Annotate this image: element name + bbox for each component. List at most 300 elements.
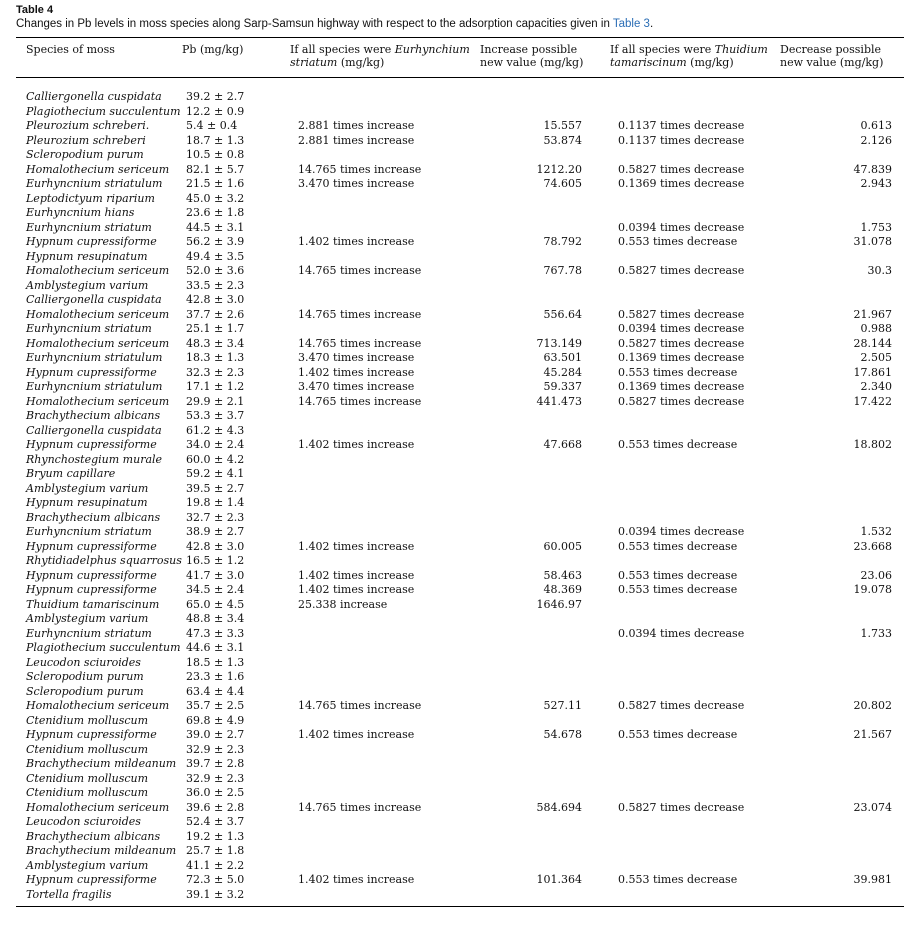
table-row: [16, 830, 904, 845]
table-row: [16, 612, 904, 627]
table-row: [16, 409, 904, 424]
cell-increase-value: [470, 612, 600, 627]
cell-if-eurhynchium: [280, 482, 470, 497]
cell-increase-value: [470, 554, 600, 569]
cell-species: Homalothecium sericeum: [26, 699, 170, 712]
table-row: [16, 554, 904, 569]
cell-if-thuidium: [600, 511, 770, 526]
cell-pb: 19.8 ± 1.4: [186, 496, 245, 509]
cell-pb: 39.2 ± 2.7: [186, 90, 245, 103]
cell-species: Eurhyncnium striatulum: [26, 351, 163, 364]
cell-pb: 23.3 ± 1.6: [186, 670, 245, 683]
cell-if-eurhynchium: [280, 627, 470, 642]
cell-species: Eurhyncnium striatum: [26, 626, 152, 640]
cell-if-thuidium: [600, 148, 770, 163]
cell-pb: 39.5 ± 2.7: [186, 481, 245, 495]
cell-if-thuidium: 0.0394 times decrease: [618, 626, 745, 640]
cell-increase-value: [470, 757, 600, 772]
cell-if-thuidium: [600, 105, 770, 120]
cell-increase-value: [470, 743, 600, 758]
table-row: [16, 148, 904, 163]
cell-if-thuidium: 0.0394 times decrease: [618, 322, 745, 335]
cell-if-eurhynchium: 1.402 times increase: [298, 873, 415, 886]
cell-pb: 39.7 ± 2.8: [186, 757, 245, 770]
cell-if-thuidium: [600, 78, 770, 105]
pb-levels-table: [16, 37, 904, 907]
cell-increase-value: 15.557: [543, 119, 582, 132]
cell-if-thuidium: 0.553 times decrease: [618, 583, 738, 596]
cell-if-eurhynchium: [280, 714, 470, 729]
cell-if-thuidium: [600, 598, 770, 613]
cell-decrease-value: [770, 554, 904, 569]
table-row: [16, 438, 904, 453]
cell-if-thuidium: [600, 250, 770, 265]
table-row: [16, 206, 904, 221]
cell-if-eurhynchium: [280, 322, 470, 337]
cell-pb: 34.0 ± 2.4: [186, 438, 245, 451]
cell-if-eurhynchium: [280, 453, 470, 468]
cell-if-eurhynchium: [280, 511, 470, 526]
cell-pb: 32.9 ± 2.3: [186, 742, 245, 756]
cell-if-thuidium: [600, 293, 770, 308]
cell-pb: 65.0 ± 4.5: [186, 597, 245, 611]
cell-if-thuidium: [600, 859, 770, 874]
cell-if-thuidium: 0.5827 times decrease: [618, 800, 745, 814]
cell-pb: 63.4 ± 4.4: [186, 684, 245, 698]
cell-if-thuidium: [600, 670, 770, 685]
table-row: [16, 801, 904, 816]
cell-species: Amblystegium varium: [26, 612, 149, 625]
cell-if-eurhynchium: [280, 293, 470, 308]
cell-species: Brachythecium albicans: [26, 829, 161, 843]
cell-if-thuidium: [600, 772, 770, 787]
cell-species: Eurhyncnium striatulum: [26, 177, 163, 190]
cell-decrease-value: 19.078: [853, 583, 892, 596]
cell-increase-value: [470, 627, 600, 642]
cell-if-thuidium: [600, 612, 770, 627]
cell-pb: 45.0 ± 3.2: [186, 191, 245, 205]
cell-increase-value: 441.473: [536, 394, 582, 408]
cell-if-eurhynchium: 1.402 times increase: [298, 539, 415, 553]
cell-decrease-value: 17.861: [853, 365, 892, 379]
cell-increase-value: [470, 105, 600, 120]
cell-if-eurhynchium: 25.338 increase: [298, 597, 388, 611]
cell-species: Hypnum cupressiforme: [26, 873, 157, 886]
cell-increase-value: [470, 409, 600, 424]
cell-increase-value: 48.369: [543, 583, 582, 596]
table-row: [16, 815, 904, 830]
table-row: [16, 670, 904, 685]
cell-increase-value: 54.678: [543, 728, 582, 741]
cell-pb: 44.5 ± 3.1: [186, 220, 245, 234]
cell-if-thuidium: 0.553 times decrease: [618, 365, 738, 379]
cell-species: Hypnum cupressiforme: [26, 235, 157, 248]
cell-species: Hypnum resupinatum: [26, 496, 148, 509]
table-row: [16, 279, 904, 294]
table-row: [16, 192, 904, 207]
table-row: [16, 351, 904, 366]
cell-species: Hypnum resupinatum: [26, 249, 148, 263]
table-row: [16, 525, 904, 540]
cell-increase-value: 45.284: [543, 365, 582, 379]
cell-increase-value: [470, 453, 600, 468]
cell-decrease-value: [770, 279, 904, 294]
cell-decrease-value: [770, 511, 904, 526]
table-row: [16, 511, 904, 526]
cell-decrease-value: 2.340: [860, 380, 892, 393]
cell-pb: 69.8 ± 4.9: [186, 713, 245, 727]
cell-decrease-value: [770, 670, 904, 685]
table-row: [16, 78, 904, 105]
cell-increase-value: [470, 424, 600, 439]
cell-if-thuidium: [600, 685, 770, 700]
cell-pb: 42.8 ± 3.0: [186, 293, 245, 306]
cell-decrease-value: [770, 496, 904, 511]
cell-species: Scleropodium purum: [26, 670, 144, 683]
cell-species: Ctenidium molluscum: [26, 786, 149, 799]
cell-if-thuidium: 0.5827 times decrease: [618, 264, 745, 277]
table-row: [16, 467, 904, 482]
table-row: [16, 656, 904, 671]
cell-if-eurhynchium: 3.470 times increase: [298, 351, 415, 364]
cell-if-eurhynchium: 3.470 times increase: [298, 177, 415, 190]
cell-increase-value: [470, 192, 600, 207]
cell-pb: 25.7 ± 1.8: [186, 844, 245, 857]
cell-if-thuidium: 0.0394 times decrease: [618, 220, 745, 234]
cell-pb: 59.2 ± 4.1: [186, 467, 245, 480]
cell-if-eurhynchium: [280, 844, 470, 859]
cell-if-eurhynchium: [280, 888, 470, 907]
cell-pb: 17.1 ± 1.2: [186, 380, 245, 393]
cell-if-thuidium: [600, 496, 770, 511]
cell-pb: 53.3 ± 3.7: [186, 409, 245, 422]
cell-decrease-value: [770, 293, 904, 308]
cell-if-eurhynchium: 14.765 times increase: [298, 264, 422, 277]
cell-if-eurhynchium: 14.765 times increase: [298, 336, 422, 350]
cell-if-thuidium: [600, 641, 770, 656]
cell-pb: 23.6 ± 1.8: [186, 206, 245, 219]
cell-if-thuidium: [600, 888, 770, 907]
cell-pb: 5.4 ± 0.4: [186, 119, 238, 132]
cell-increase-value: 1646.97: [536, 597, 582, 611]
cell-if-eurhynchium: 2.881 times increase: [298, 119, 415, 132]
cell-if-eurhynchium: [280, 206, 470, 221]
cell-pb: 12.2 ± 0.9: [186, 104, 245, 118]
table-row: [16, 859, 904, 874]
table-container: [16, 3, 904, 907]
cell-decrease-value: [770, 206, 904, 221]
table-row: [16, 627, 904, 642]
cell-increase-value: [470, 656, 600, 671]
cell-species: Brachythecium albicans: [26, 409, 161, 422]
cell-if-eurhynchium: [280, 148, 470, 163]
cell-decrease-value: 23.06: [860, 568, 892, 582]
cell-species: Scleropodium purum: [26, 684, 144, 698]
cell-if-thuidium: 0.553 times decrease: [618, 438, 738, 451]
cell-decrease-value: [770, 148, 904, 163]
cell-if-thuidium: [600, 453, 770, 468]
cell-decrease-value: [770, 250, 904, 265]
cell-pb: 61.2 ± 4.3: [186, 423, 245, 437]
header-increase: Increase possible new value (mg/kg): [480, 43, 584, 69]
cell-decrease-value: 17.422: [853, 394, 892, 408]
table-row: [16, 424, 904, 439]
cell-species: Homalothecium sericeum: [26, 264, 170, 277]
cell-pb: 33.5 ± 2.3: [186, 278, 245, 292]
cell-increase-value: [470, 786, 600, 801]
cell-species: Leucodon sciuroides: [26, 655, 141, 669]
cell-decrease-value: [770, 656, 904, 671]
table-row: [16, 119, 904, 134]
cell-if-eurhynchium: [280, 743, 470, 758]
cell-species: Scleropodium purum: [26, 148, 144, 161]
cell-if-eurhynchium: [280, 685, 470, 700]
cell-if-eurhynchium: 14.765 times increase: [298, 394, 422, 408]
cell-species: Calliergonella cuspidata: [26, 423, 162, 437]
cell-species: Amblystegium varium: [26, 278, 149, 292]
cell-if-eurhynchium: 14.765 times increase: [298, 800, 422, 814]
cell-species: Homalothecium sericeum: [26, 162, 170, 176]
cell-decrease-value: 31.078: [853, 235, 892, 248]
table-caption: [16, 17, 904, 32]
cell-if-eurhynchium: [280, 525, 470, 540]
cell-decrease-value: [770, 743, 904, 758]
cell-species: Ctenidium molluscum: [26, 742, 149, 756]
cell-if-thuidium: 0.5827 times decrease: [618, 162, 745, 176]
table-row: [16, 395, 904, 410]
cell-species: Hypnum cupressiforme: [26, 438, 157, 451]
cell-increase-value: 713.149: [536, 336, 582, 350]
cell-species: Homalothecium sericeum: [26, 336, 170, 350]
cell-species: Leucodon sciuroides: [26, 815, 141, 828]
cell-if-eurhynchium: 1.402 times increase: [298, 235, 415, 248]
cell-pb: 44.6 ± 3.1: [186, 641, 245, 654]
cell-decrease-value: [770, 714, 904, 729]
cell-if-thuidium: 0.1369 times decrease: [618, 351, 745, 364]
cell-species: Pleurozium schreberi.: [26, 119, 150, 132]
cell-decrease-value: 21.967: [853, 307, 892, 321]
table-row: [16, 380, 904, 395]
cell-if-eurhynchium: 3.470 times increase: [298, 380, 415, 393]
cell-if-thuidium: 0.5827 times decrease: [618, 336, 745, 350]
table-row: [16, 308, 904, 323]
cell-if-eurhynchium: [280, 757, 470, 772]
cell-pb: 38.9 ± 2.7: [186, 525, 245, 538]
cell-pb: 10.5 ± 0.8: [186, 148, 245, 161]
cell-if-thuidium: [600, 206, 770, 221]
cell-decrease-value: [770, 786, 904, 801]
table-3-link[interactable]: Table 3: [612, 18, 650, 30]
cell-pb: 21.5 ± 1.6: [186, 177, 245, 190]
table-row: [16, 177, 904, 192]
cell-decrease-value: [770, 467, 904, 482]
cell-if-thuidium: [600, 656, 770, 671]
table-row: [16, 250, 904, 265]
cell-decrease-value: [770, 192, 904, 207]
cell-species: Hypnum cupressiforme: [26, 728, 157, 741]
cell-decrease-value: [770, 830, 904, 845]
header-if-eurhynchium: If all species were Eurhynchium striatum (mg/kg): [290, 43, 470, 69]
cell-increase-value: [470, 78, 600, 105]
table-row: [16, 641, 904, 656]
cell-if-thuidium: 0.553 times decrease: [618, 728, 738, 741]
cell-decrease-value: [770, 641, 904, 656]
cell-species: Homalothecium sericeum: [26, 800, 170, 814]
table-row: [16, 134, 904, 149]
cell-if-eurhynchium: 1.402 times increase: [298, 728, 415, 741]
cell-increase-value: 527.11: [543, 699, 582, 712]
cell-increase-value: 584.694: [536, 800, 582, 814]
cell-pb: 47.3 ± 3.3: [186, 626, 245, 640]
cell-decrease-value: [770, 612, 904, 627]
cell-pb: 72.3 ± 5.0: [186, 873, 245, 886]
cell-increase-value: 556.64: [543, 307, 582, 321]
cell-decrease-value: [770, 772, 904, 787]
cell-species: Homalothecium sericeum: [26, 394, 170, 408]
header-decrease: Decrease possible new value (mg/kg): [780, 43, 884, 69]
cell-increase-value: 59.337: [543, 380, 582, 393]
cell-decrease-value: 23.668: [853, 539, 892, 553]
cell-increase-value: [470, 830, 600, 845]
table-row: [16, 453, 904, 468]
cell-decrease-value: 21.567: [853, 728, 892, 741]
table-row: [16, 496, 904, 511]
cell-species: Pleurozium schreberi: [26, 133, 146, 147]
cell-if-thuidium: 0.0394 times decrease: [618, 525, 745, 538]
cell-pb: 32.9 ± 2.3: [186, 771, 245, 785]
cell-if-thuidium: [600, 815, 770, 830]
cell-if-eurhynchium: [280, 467, 470, 482]
cell-if-eurhynchium: [280, 496, 470, 511]
cell-increase-value: [470, 293, 600, 308]
cell-if-thuidium: [600, 467, 770, 482]
cell-decrease-value: 20.802: [853, 699, 892, 712]
header-if-thuidium: If all species were Thuidium tamariscinum (mg/kg): [610, 43, 768, 69]
cell-if-eurhynchium: [280, 859, 470, 874]
cell-if-thuidium: [600, 743, 770, 758]
cell-species: Eurhyncnium striatum: [26, 220, 152, 234]
cell-pb: 18.5 ± 1.3: [186, 655, 245, 669]
cell-if-thuidium: 0.5827 times decrease: [618, 699, 745, 712]
cell-increase-value: [470, 641, 600, 656]
cell-increase-value: [470, 685, 600, 700]
table-row: [16, 569, 904, 584]
header-row: [16, 38, 904, 78]
cell-if-eurhynchium: 14.765 times increase: [298, 699, 422, 712]
table-row: [16, 163, 904, 178]
cell-if-eurhynchium: 14.765 times increase: [298, 307, 422, 321]
cell-increase-value: 74.605: [543, 177, 582, 190]
cell-if-eurhynchium: [280, 830, 470, 845]
cell-pb: 48.8 ± 3.4: [186, 612, 245, 625]
cell-increase-value: [470, 511, 600, 526]
cell-species: Plagiothecium succulentum: [26, 641, 181, 654]
cell-species: Eurhyncnium hians: [26, 206, 135, 219]
cell-if-thuidium: [600, 192, 770, 207]
cell-pb: 16.5 ± 1.2: [186, 554, 245, 567]
cell-decrease-value: [770, 598, 904, 613]
cell-species: Thuidium tamariscinum: [26, 597, 160, 611]
cell-if-thuidium: [600, 482, 770, 497]
cell-species: Eurhyncnium striatulum: [26, 380, 163, 393]
table-row: [16, 221, 904, 236]
cell-if-eurhynchium: [280, 554, 470, 569]
cell-decrease-value: [770, 453, 904, 468]
table-row: [16, 685, 904, 700]
cell-increase-value: [470, 714, 600, 729]
table-row: [16, 598, 904, 613]
cell-species: Hypnum cupressiforme: [26, 568, 157, 582]
cell-if-thuidium: [600, 409, 770, 424]
cell-increase-value: [470, 467, 600, 482]
cell-if-eurhynchium: [280, 279, 470, 294]
cell-if-thuidium: [600, 424, 770, 439]
cell-increase-value: [470, 772, 600, 787]
cell-if-thuidium: 0.553 times decrease: [618, 568, 738, 582]
cell-decrease-value: [770, 844, 904, 859]
cell-species: Hypnum cupressiforme: [26, 583, 157, 596]
cell-species: Amblystegium varium: [26, 481, 149, 495]
cell-decrease-value: 28.144: [853, 336, 892, 350]
cell-decrease-value: 39.981: [853, 873, 892, 886]
cell-increase-value: [470, 482, 600, 497]
table-row: [16, 844, 904, 859]
cell-pb: 60.0 ± 4.2: [186, 452, 245, 466]
cell-increase-value: 767.78: [543, 264, 582, 277]
cell-increase-value: [470, 250, 600, 265]
caption-text: Changes in Pb levels in moss species along Sarp-Samsun highway with respect to the adsorption capacities given in: [16, 18, 613, 30]
cell-increase-value: [470, 279, 600, 294]
cell-decrease-value: [770, 409, 904, 424]
cell-increase-value: 47.668: [543, 438, 582, 451]
cell-if-thuidium: [600, 554, 770, 569]
cell-if-eurhynchium: [280, 250, 470, 265]
cell-pb: 25.1 ± 1.7: [186, 322, 245, 335]
cell-species: Brachythecium albicans: [26, 510, 161, 524]
cell-pb: 49.4 ± 3.5: [186, 249, 245, 263]
cell-increase-value: 60.005: [543, 539, 582, 553]
cell-species: Brachythecium mildeanum: [26, 757, 177, 770]
table-row: [16, 264, 904, 279]
cell-if-thuidium: 0.1137 times decrease: [618, 119, 745, 132]
cell-pb: 48.3 ± 3.4: [186, 336, 245, 350]
cell-if-thuidium: 0.553 times decrease: [618, 873, 738, 886]
cell-decrease-value: [770, 859, 904, 874]
cell-increase-value: 63.501: [543, 351, 582, 364]
cell-pb: 56.2 ± 3.9: [186, 235, 245, 248]
cell-increase-value: [470, 670, 600, 685]
table-row: [16, 235, 904, 250]
cell-if-thuidium: [600, 757, 770, 772]
cell-if-thuidium: [600, 786, 770, 801]
cell-if-thuidium: 0.1369 times decrease: [618, 177, 745, 190]
cell-increase-value: [470, 221, 600, 236]
cell-increase-value: [470, 815, 600, 830]
cell-decrease-value: [770, 424, 904, 439]
table-row: [16, 873, 904, 888]
cell-pb: 35.7 ± 2.5: [186, 699, 245, 712]
cell-pb: 39.1 ± 3.2: [186, 887, 245, 901]
cell-pb: 39.0 ± 2.7: [186, 728, 245, 741]
table-row: [16, 772, 904, 787]
cell-pb: 29.9 ± 2.1: [186, 394, 245, 408]
cell-if-thuidium: [600, 714, 770, 729]
cell-if-thuidium: [600, 844, 770, 859]
cell-species: Plagiothecium succulentum: [26, 104, 181, 118]
cell-species: Amblystegium varium: [26, 858, 149, 872]
cell-if-eurhynchium: [280, 670, 470, 685]
table-row: [16, 888, 904, 907]
